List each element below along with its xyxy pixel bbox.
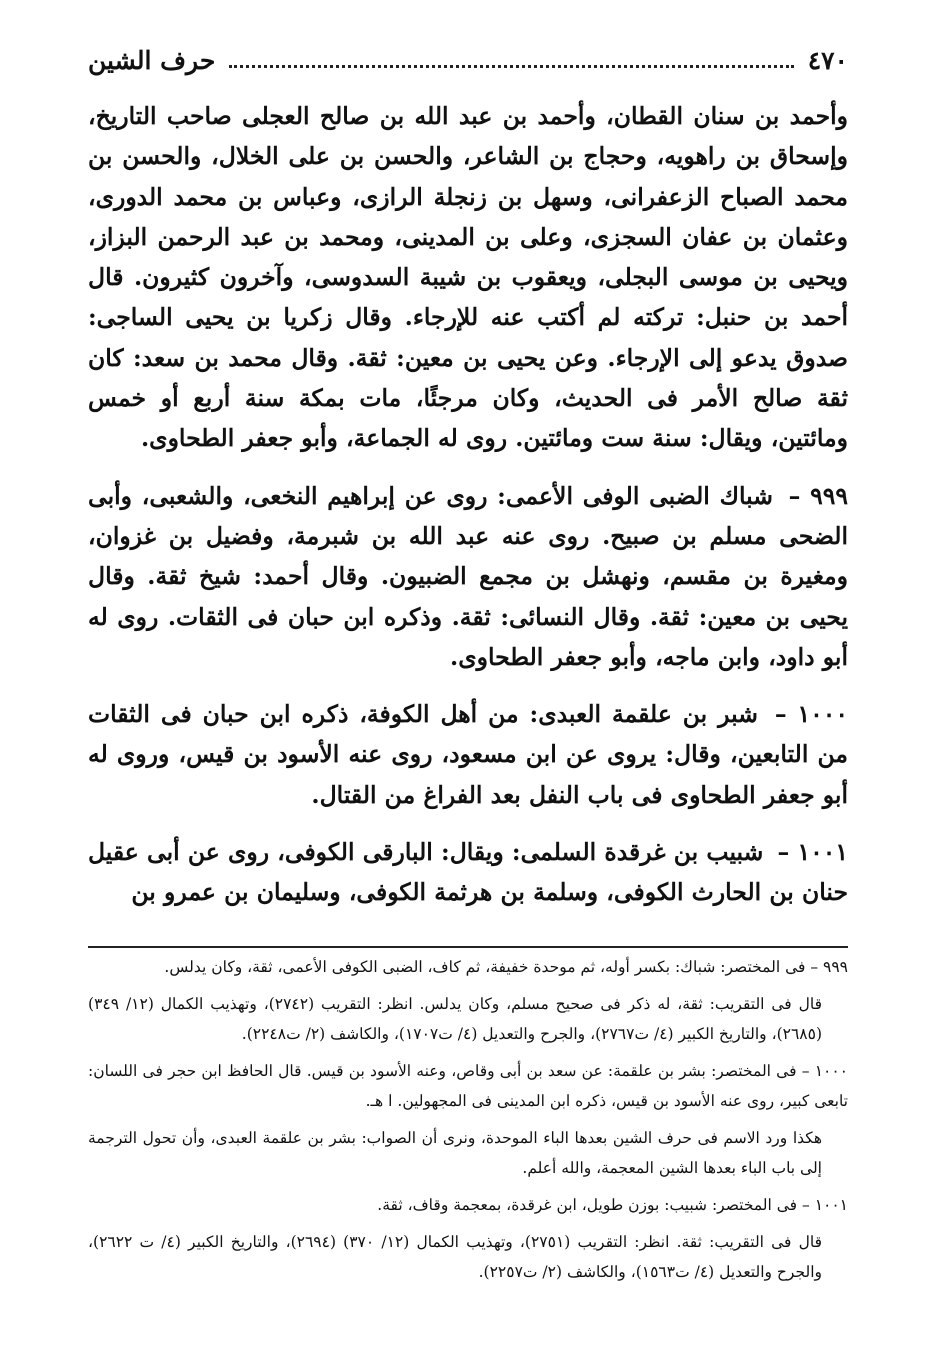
page-number: ٤٧٠ bbox=[807, 45, 848, 75]
footnote-1001-b: قال فى التقريب: ثقة. انظر: التقريب (٢٧٥١)، وتهذيب الكمال (١٢/ ٣٧٠) (٢٦٩٤)، والتاريخ الكبير (٤/ ت ٢٦٢٢)، والجرح والتعديل (٤/ ت١٥٦٣)، والكاشف (٢/ ت٢٢٥٧). bbox=[88, 1233, 823, 1281]
entry-text: شباك الضبى الوفى الأعمى: روى عن إبراهيم النخعى، والشعبى، وأبى الضحى مسلم بن صبيح. روى عنه عبد الله بن شبرمة، وفضيل بن غزوان، ومغيرة بن مقسم، ونهشل بن مجمع الضبيون. وقال أحمد: شيخ ثقة. وقال يحيى بن معين: ثقة. وقال النسائى: ثقة. وذكره ابن حبان فى الثقات. روى له أبو داود، وابن ماجه، وأبو جعفر الطحاوى. bbox=[88, 481, 848, 671]
footnote-1000-a: ١٠٠٠ – فى المختصر: بشر بن علقمة: عن سعد بن أبى وقاص، وعنه الأسود بن قيس. قال الحافظ ابن حجر فى اللسان: تابعى كبير، روى عنه الأسود بن قيس، ذكره ابن المدينى فى المجهولين. ا هـ. bbox=[88, 1062, 848, 1110]
entry-number: ١٠٠٠ – bbox=[774, 700, 849, 729]
continuation-paragraph: وأحمد بن سنان القطان، وأحمد بن عبد الله بن صالح العجلى صاحب التاريخ، وإسحاق بن راهويه، وحجاج بن الشاعر، والحسن بن على الخلال، والحسن بن محمد الصباح الزعفرانى، وسهل بن زنجلة الرازى، وعباس بن محمد الدورى، وعثمان بن عفان السجزى، وعلى بن المدينى، ومحمد بن عبد الرحمن البزاز، ويحيى بن موسى البجلى، ويعقوب بن شيبة السدوسى، وآخرون كثيرون. قال أحمد بن حنبل: تركته لم أكتب عنه للإرجاء. وقال زكريا بن يحيى الساجى: صدوق يدعو إلى الإرجاء. وعن يحيى بن معين: ثقة. وقال محمد بن سعد: كان ثقة صالح الأمر فى الحديث، وكان مرجئًا، مات بمكة سنة أربع أو خمس ومائتين، ويقال: سنة ست ومائتين. روى له الجماعة، وأبو جعفر الطحاوى. bbox=[88, 102, 848, 453]
entry-number: ١٠٠١ – bbox=[777, 838, 849, 867]
entry-999 bbox=[88, 476, 848, 677]
footnote-999-b: قال فى التقريب: ثقة، له ذكر فى صحيح مسلم، وكان يدلس. انظر: التقريب (٢٧٤٢)، وتهذيب الكمال (١٢/ ٣٤٩) (٢٦٨٥)، والتاريخ الكبير (٤/ ت٢٧٦٧)، والجرح والتعديل (٤/ ت١٧٠٧)، والكاشف (٢/ ت٢٢٤٨). bbox=[88, 995, 823, 1043]
page-header bbox=[88, 38, 848, 82]
header-dotted-leader bbox=[229, 65, 793, 68]
entry-1000 bbox=[88, 694, 848, 815]
running-title: حرف الشين bbox=[88, 45, 216, 75]
footnote-divider bbox=[88, 946, 848, 948]
footnote-1000-b: هكذا ورد الاسم فى حرف الشين بعدها الباء الموحدة، ونرى أن الصواب: بشر بن علقمة العبدى، وأن تحول الترجمة إلى باب الباء بعدها الشين المعجمة، والله أعلم. bbox=[88, 1129, 822, 1177]
footnotes bbox=[88, 952, 848, 1294]
entry-text: شبيب بن غرقدة السلمى: ويقال: البارقى الكوفى، روى عن أبى عقيل حنان بن الحارث الكوفى، وسلمة بن هرثمة الكوفى، وسليمان بن عمرو بن bbox=[88, 838, 848, 907]
main-text bbox=[88, 96, 848, 930]
footnote-1001-a: ١٠٠١ – فى المختصر: شبيب: بوزن طويل، ابن غرقدة، بمعجمة وقاف، ثقة. bbox=[377, 1196, 848, 1214]
footnote-999-a: ٩٩٩ – فى المختصر: شباك: بكسر أوله، ثم موحدة خفيفة، ثم كاف، الضبى الكوفى الأعمى، ثقة، وكان يدلس. bbox=[164, 958, 848, 976]
entry-1001 bbox=[88, 832, 848, 913]
entry-number: ٩٩٩ – bbox=[788, 481, 849, 510]
entry-text: شبر بن علقمة العبدى: من أهل الكوفة، ذكره ابن حبان فى الثقات من التابعين، وقال: يروى عن ابن مسعود، روى عنه الأسود بن قيس، وروى له أبو جعفر الطحاوى فى باب النفل بعد الفراغ من القتال. bbox=[88, 700, 848, 809]
